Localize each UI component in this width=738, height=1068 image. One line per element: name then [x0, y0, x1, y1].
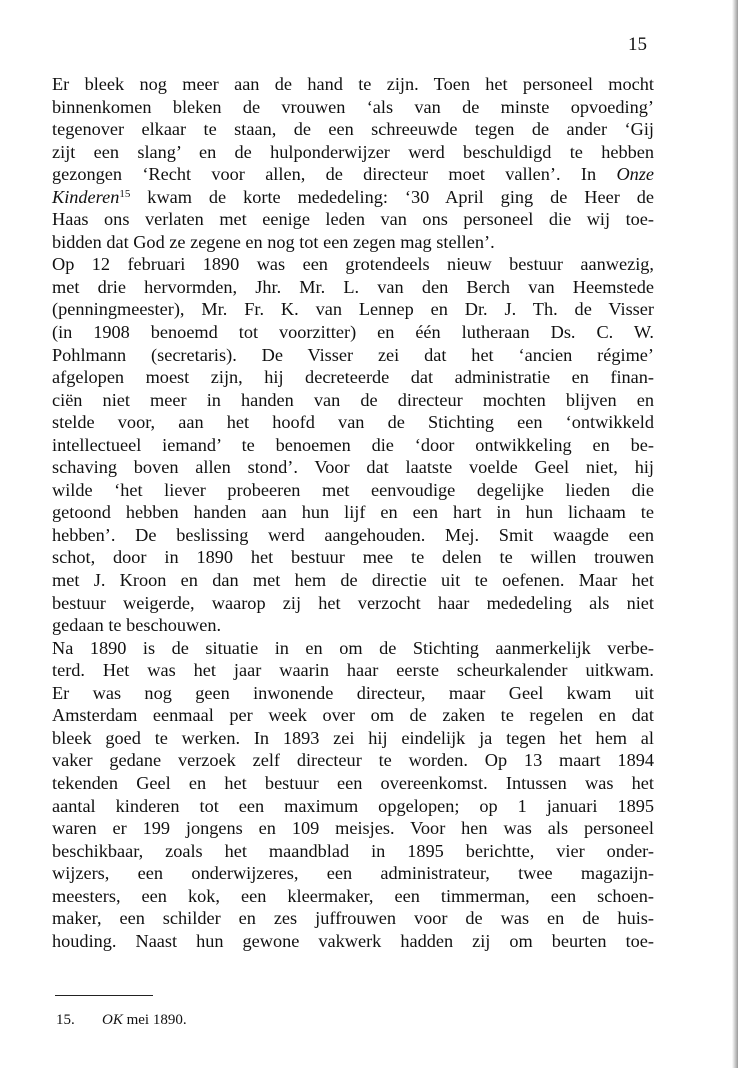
footnote-divider	[55, 995, 153, 996]
text-line: bestuur weigerde, waarop zij het verzocht haar mededeling als niet	[52, 592, 654, 613]
footnote-abbreviation: OK	[102, 1012, 123, 1028]
text-line: ciën niet meer in handen van de directeur mochten blijven en	[52, 389, 654, 410]
text-line: Amsterdam eenmaal per week over om de zaken te regelen en dat	[52, 705, 654, 726]
text-line: hebben’. De beslissing werd aangehouden. Mej. Smit waagde een	[52, 524, 654, 545]
text-line: Er was nog geen inwonende directeur, maar Geel kwam uit	[52, 682, 654, 703]
footnote	[56, 1012, 187, 1029]
footnote-number: 15.	[56, 1012, 75, 1028]
text-line: zijt een slang’ en de hulponderwijzer werd beschuldigd te hebben	[52, 141, 654, 162]
text-line: afgelopen moest zijn, hij decreteerde dat administratie en finan-	[52, 367, 654, 388]
text-line: getoond hebben handen aan hun lijf en een hart in hun lichaam te	[52, 502, 654, 523]
footnote-reference: 15	[119, 187, 131, 200]
text-line: Er bleek nog meer aan de hand te zijn. Toen het personeel mocht	[52, 74, 654, 94]
text-line: waren er 199 jongens en 109 meisjes. Voor hen was als personeel	[52, 818, 654, 839]
text-span: kwam de korte mededeling: ‘30 April ging de Heer de	[147, 186, 654, 207]
text-line: binnenkomen bleken de vrouwen ‘als van de minste opvoeding’	[52, 96, 654, 117]
italic-title: Kinderen	[52, 186, 120, 207]
text-line: tegenover elkaar te staan, de een schreeuwde tegen de ander ‘Gij	[52, 119, 654, 140]
text-line: vaker gedane verzoek zelf directeur te worden. Op 13 maart 1894	[52, 750, 654, 771]
text-line: maker, een schilder en zes juffrouwen voor de was en de huis-	[52, 908, 654, 929]
text-line	[52, 163, 654, 186]
text-line: stelde voor, aan het hoofd van de Stichting een ‘ontwikkeld	[52, 412, 654, 433]
text-line: Op 12 februari 1890 was een grotendeels nieuw bestuur aanwezig,	[52, 254, 654, 275]
body-text	[52, 73, 654, 952]
text-line: (in 1908 benoemd tot voorzitter) en één lutheraan Ds. C. W.	[52, 322, 654, 343]
text-line: beschikbaar, zoals het maandblad in 1895 berichtte, vier onder-	[52, 840, 654, 861]
text-line: Haas ons verlaten met eenige leden van ons personeel die wij toe-	[52, 209, 654, 230]
text-line: schaving boven allen stond’. Voor dat laatste voelde Geel niet, hij	[52, 457, 654, 478]
text-line: terd. Het was het jaar waarin haar eerste scheurkalender uitkwam.	[52, 660, 654, 681]
text-line: bidden dat God ze zegene en nog tot een zegen mag stellen’.	[52, 231, 495, 252]
text-line: bleek goed te werken. In 1893 zei hij eindelijk ja tegen het hem al	[52, 727, 654, 748]
page-edge-shadow	[732, 0, 738, 1068]
text-line: schot, door in 1890 het bestuur mee te delen te willen trouwen	[52, 547, 654, 568]
text-line: met drie hervormden, Jhr. Mr. L. van den Berch van Heemstede	[52, 276, 654, 297]
text-span: gezongen ‘Recht voor allen, de directeur moet vallen’. In	[52, 164, 597, 185]
footnote-text: mei 1890.	[122, 1012, 187, 1028]
text-line: gedaan te beschouwen.	[52, 615, 222, 636]
text-line: Na 1890 is de situatie in en om de Stichting aanmerkelijk verbe-	[52, 637, 654, 658]
text-line	[52, 186, 654, 209]
text-line: met J. Kroon en dan met hem de directie uit te oefenen. Maar het	[52, 570, 654, 591]
italic-title: Onze	[616, 164, 655, 185]
text-line: tekenden Geel en het bestuur een overeenkomst. Intussen was het	[52, 772, 654, 793]
text-line: wilde ‘het liever probeeren met eenvoudige degelijke lieden die	[52, 479, 654, 500]
text-line: meesters, een kok, een kleermaker, een timmerman, een schoen-	[52, 885, 654, 906]
text-line: aantal kinderen tot een maximum opgelopen; op 1 januari 1895	[52, 795, 654, 816]
page-number: 15	[628, 34, 647, 55]
text-line: wijzers, een onderwijzeres, een administrateur, twee magazijn-	[52, 863, 654, 884]
text-line: (penningmeester), Mr. Fr. K. van Lennep en Dr. J. Th. de Visser	[52, 299, 654, 320]
text-line: intellectueel iemand’ te benoemen die ‘door ontwikkeling en be-	[52, 434, 654, 455]
text-line: Pohlmann (secretaris). De Visser zei dat het ‘ancien régime’	[52, 344, 654, 365]
text-line: houding. Naast hun gewone vakwerk hadden zij om beurten toe-	[52, 930, 654, 951]
